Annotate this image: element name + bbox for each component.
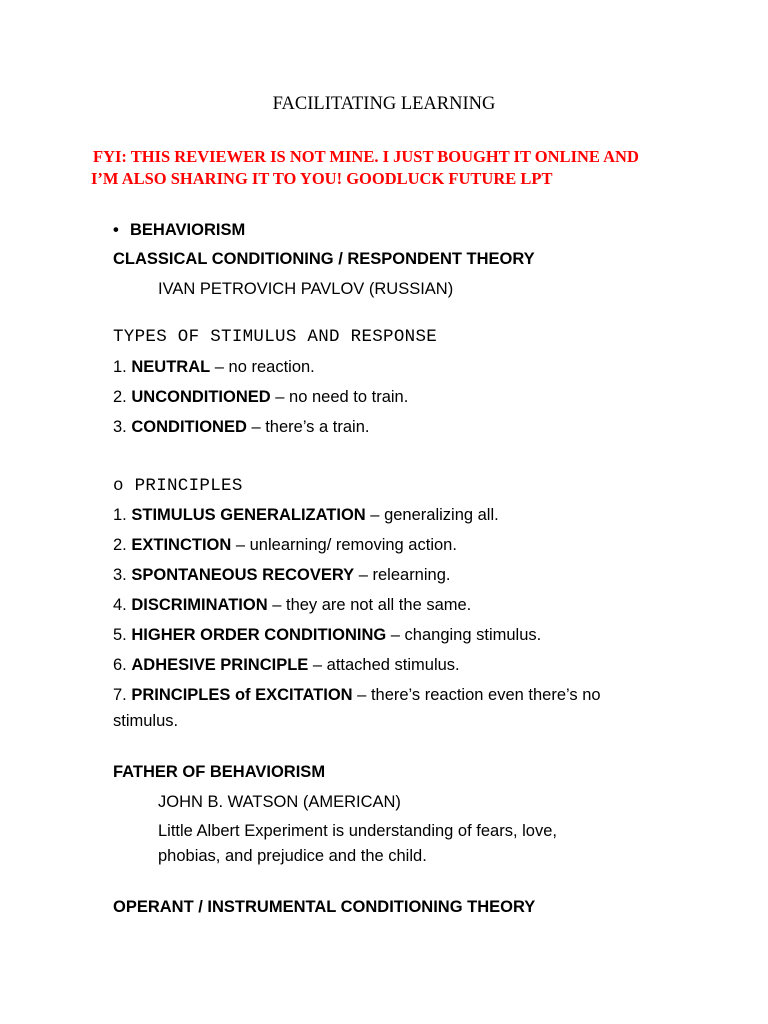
principle-item-5	[113, 626, 541, 645]
type-item-1	[113, 358, 315, 377]
principle-item-4	[113, 596, 471, 615]
types-heading: TYPES OF STIMULUS AND RESPONSE	[113, 327, 438, 347]
item-term: HIGHER ORDER CONDITIONING	[131, 626, 387, 644]
item-term: UNCONDITIONED	[131, 388, 271, 406]
document-title: FACILITATING LEARNING	[272, 94, 496, 114]
item-number: 4.	[113, 596, 127, 614]
type-item-3	[113, 418, 369, 437]
watson-name: JOHN B. WATSON (AMERICAN)	[158, 793, 401, 811]
item-term: STIMULUS GENERALIZATION	[131, 506, 366, 524]
fyi-notice-line-1: FYI: THIS REVIEWER IS NOT MINE. I JUST BOUGHT IT ONLINE AND	[93, 147, 639, 166]
item-number: 1.	[113, 506, 127, 524]
item-number: 3.	[113, 418, 127, 436]
item-desc: – changing stimulus.	[386, 626, 542, 644]
classical-conditioning-heading: CLASSICAL CONDITIONING / RESPONDENT THEORY	[113, 250, 535, 268]
fyi-notice-line-2: I’M ALSO SHARING IT TO YOU! GOODLUCK FUTURE LPT	[91, 169, 553, 188]
item-term: PRINCIPLES of EXCITATION	[131, 686, 353, 704]
item-number: 5.	[113, 626, 127, 644]
bullet-heading-behaviorism	[113, 221, 245, 240]
item-number: 2.	[113, 388, 127, 406]
item-desc: – generalizing all.	[365, 506, 499, 524]
item-term: SPONTANEOUS RECOVERY	[131, 566, 355, 584]
behaviorism-label: BEHAVIORISM	[130, 221, 246, 239]
item-desc: – unlearning/ removing action.	[231, 536, 457, 554]
father-of-behaviorism-heading: FATHER OF BEHAVIORISM	[113, 763, 326, 781]
item-number: 7.	[113, 686, 127, 704]
principles-heading: o PRINCIPLES	[113, 476, 243, 496]
item-desc: – they are not all the same.	[267, 596, 472, 614]
little-albert-line-2: phobias, and prejudice and the child.	[158, 847, 427, 865]
item-term: CONDITIONED	[131, 418, 247, 436]
item-term: ADHESIVE PRINCIPLE	[131, 656, 309, 674]
item-term: DISCRIMINATION	[131, 596, 268, 614]
principle-item-3	[113, 566, 450, 585]
principle-item-7	[113, 686, 601, 705]
item-term: EXTINCTION	[131, 536, 232, 554]
type-item-2	[113, 388, 408, 407]
principle-item-6	[113, 656, 460, 675]
item-number: 6.	[113, 656, 127, 674]
item-number: 2.	[113, 536, 127, 554]
little-albert-line-1: Little Albert Experiment is understanding of fears, love,	[158, 822, 557, 840]
pavlov-name: IVAN PETROVICH PAVLOV (RUSSIAN)	[158, 280, 454, 298]
item-desc: – relearning.	[354, 566, 451, 584]
item-number: 3.	[113, 566, 127, 584]
item-desc: – no need to train.	[270, 388, 409, 406]
item-desc: – no reaction.	[210, 358, 315, 376]
item-desc: – attached stimulus.	[308, 656, 460, 674]
item-number: 1.	[113, 358, 127, 376]
item-desc: – there’s a train.	[246, 418, 370, 436]
principle-item-2	[113, 536, 457, 555]
item-desc: – there’s reaction even there’s no	[352, 686, 601, 704]
principle-item-7-continuation: stimulus.	[113, 712, 179, 730]
operant-conditioning-heading: OPERANT / INSTRUMENTAL CONDITIONING THEORY	[113, 898, 536, 916]
item-term: NEUTRAL	[131, 358, 211, 376]
principle-item-1	[113, 506, 499, 525]
bullet-symbol: •	[113, 221, 119, 239]
